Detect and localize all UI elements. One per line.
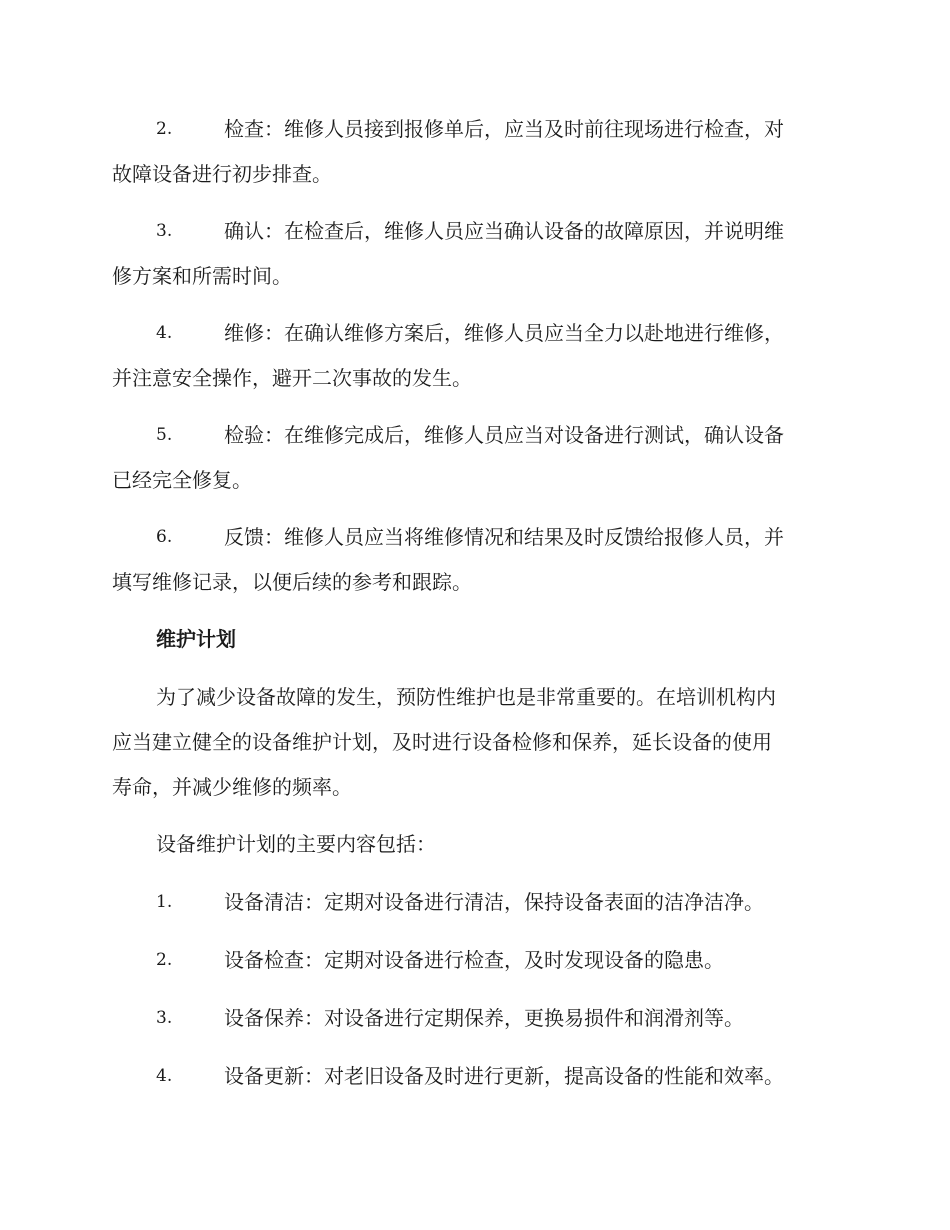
section-heading: 维护计划	[156, 627, 236, 651]
item-number: 2.	[156, 119, 173, 139]
plan-item	[112, 996, 842, 1041]
item-text-line: 设备清洁：定期对设备进行清洁，保持设备表面的洁净洁净。	[224, 890, 764, 914]
procedure-item	[112, 311, 842, 401]
item-number: 5.	[156, 425, 173, 445]
paragraph-line: 应当建立健全的设备维护计划，及时进行设备检修和保养，延长设备的使用	[112, 730, 772, 754]
paragraph-line: 为了减少设备故障的发生，预防性维护也是非常重要的。在培训机构内	[156, 685, 776, 709]
item-number: 4.	[156, 323, 173, 343]
item-text-line: 设备更新：对老旧设备及时进行更新，提高设备的性能和效率。	[224, 1064, 784, 1088]
item-text-line: 检验：在维修完成后，维修人员应当对设备进行测试，确认设备	[224, 423, 784, 447]
procedure-item	[112, 515, 842, 605]
plan-intro	[112, 822, 842, 867]
item-text-line: 维修：在确认维修方案后，维修人员应当全力以赴地进行维修，	[224, 321, 784, 345]
item-text-line: 并注意安全操作，避开二次事故的发生。	[112, 366, 472, 390]
procedure-item	[112, 209, 842, 299]
item-number: 1.	[156, 892, 173, 912]
plan-item	[112, 880, 842, 925]
procedure-item	[112, 413, 842, 503]
paragraph-line: 设备维护计划的主要内容包括：	[156, 832, 436, 856]
item-number: 6.	[156, 527, 173, 547]
item-number: 3.	[156, 221, 173, 241]
paragraph-line: 寿命，并减少维修的频率。	[112, 775, 352, 799]
plan-item	[112, 1054, 842, 1099]
item-text-line: 填写维修记录，以便后续的参考和跟踪。	[112, 570, 472, 594]
item-number: 3.	[156, 1008, 173, 1028]
item-text-line: 修方案和所需时间。	[112, 264, 292, 288]
item-text-line: 确认：在检查后，维修人员应当确认设备的故障原因，并说明维	[224, 219, 784, 243]
item-text-line: 反馈：维修人员应当将维修情况和结果及时反馈给报修人员，并	[224, 525, 784, 549]
item-text-line: 故障设备进行初步排查。	[112, 162, 332, 186]
item-text-line: 设备检查：定期对设备进行检查，及时发现设备的隐患。	[224, 948, 724, 972]
intro-paragraph	[112, 675, 842, 810]
item-text-line: 已经完全修复。	[112, 468, 252, 492]
procedure-item	[112, 107, 842, 197]
item-number: 4.	[156, 1066, 173, 1086]
item-text-line: 设备保养：对设备进行定期保养，更换易损件和润滑剂等。	[224, 1006, 744, 1030]
plan-item	[112, 938, 842, 983]
item-number: 2.	[156, 950, 173, 970]
item-text-line: 检查：维修人员接到报修单后，应当及时前往现场进行检查，对	[224, 117, 784, 141]
